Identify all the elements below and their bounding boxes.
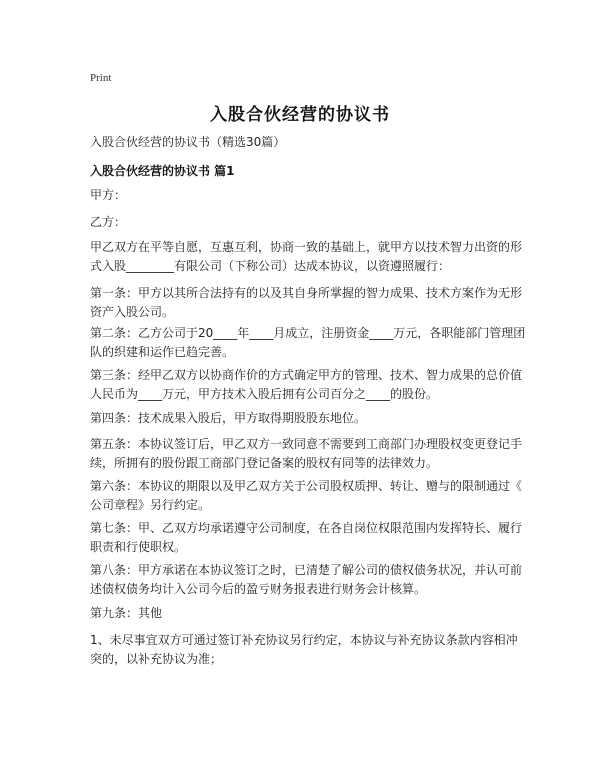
paragraph-party-a xyxy=(90,186,515,205)
paragraph-line: 第一条：甲方以其所合法持有的以及其自身所掌握的智力成果、技术方案作为无形 xyxy=(90,286,523,300)
paragraph-line: 队的织建和运作已趋完善。 xyxy=(90,345,235,359)
paragraph-item-1 xyxy=(90,631,518,669)
paragraph-article-6 xyxy=(90,477,523,515)
paragraph-line: 第三条：经甲乙双方以协商作价的方式确定甲方的管理、技术、智力成果的总价值 xyxy=(90,368,523,382)
paragraph-article-4 xyxy=(90,409,515,428)
paragraph-article-1 xyxy=(90,284,523,322)
paragraph-line: 1、未尽事宜双方可通过签订补充协议另行约定，本协议与补充协议条款内容相冲 xyxy=(90,633,518,647)
document-title: 入股合伙经营的协议书 xyxy=(210,105,390,125)
paragraph-line: 第九条：其他 xyxy=(90,606,163,620)
paragraph-article-2 xyxy=(90,324,526,362)
paragraph-line: 公司章程》另行约定。 xyxy=(90,498,211,512)
paragraph-article-7 xyxy=(90,519,523,557)
paragraph-line: 第二条：乙方公司于20____年____月成立，注册资金____万元，各职能部门管理团 xyxy=(90,326,526,340)
paragraph-article-5 xyxy=(90,435,523,473)
paragraph-line: 述债权债务均计入公司今后的盈亏财务报表进行财务会计核算。 xyxy=(90,582,427,596)
paragraph-line: 突的，以补充协议为准； xyxy=(90,652,223,666)
paragraph-line: 第五条：本协议签订后，甲乙双方一致同意不需要到工商部门办理股权变更登记手 xyxy=(90,437,523,451)
paragraph-article-8 xyxy=(90,561,523,599)
paragraph-article-3 xyxy=(90,366,523,404)
print-label[interactable]: Print xyxy=(90,72,112,84)
paragraph-article-9 xyxy=(90,604,515,623)
paragraph-line: 甲乙双方在平等自愿，互惠互利，协商一致的基础上，就甲方以技术智力出资的形 xyxy=(90,240,523,254)
paragraph-line: 第八条：甲方承诺在本协议签订之时，已清楚了解公司的债权债务状况，并认可前 xyxy=(90,563,523,577)
paragraph-party-b xyxy=(90,213,515,232)
paragraph-line: 式入股________有限公司（下称公司）达成本协议，以资遵照履行： xyxy=(90,259,451,273)
paragraph-line: 第四条：技术成果入股后，甲方取得期股股东地位。 xyxy=(90,411,367,425)
paragraph-intro xyxy=(90,238,523,276)
paragraph-line: 续，所拥有的股份跟工商部门登记备案的股权有同等的法律效力。 xyxy=(90,456,439,470)
document-subtitle: 入股合伙经营的协议书（精选30篇） xyxy=(90,135,286,149)
paragraph-line: 甲方： xyxy=(90,188,127,202)
paragraph-line: 人民币为____万元，甲方技术入股后拥有公司百分之____的股份。 xyxy=(90,387,439,401)
paragraph-line: 乙方： xyxy=(90,215,127,229)
paragraph-line: 第六条：本协议的期限以及甲乙双方关于公司股权质押、转让、赠与的限制通过《 xyxy=(90,479,523,493)
paragraph-line: 职责和行使职权。 xyxy=(90,540,187,554)
paragraph-line: 第七条：甲、乙双方均承诺遵守公司制度，在各自岗位权限范围内发挥特长、履行 xyxy=(90,521,523,535)
paragraph-line: 资产入股公司。 xyxy=(90,305,175,319)
section-heading: 入股合伙经营的协议书 篇1 xyxy=(90,164,235,178)
